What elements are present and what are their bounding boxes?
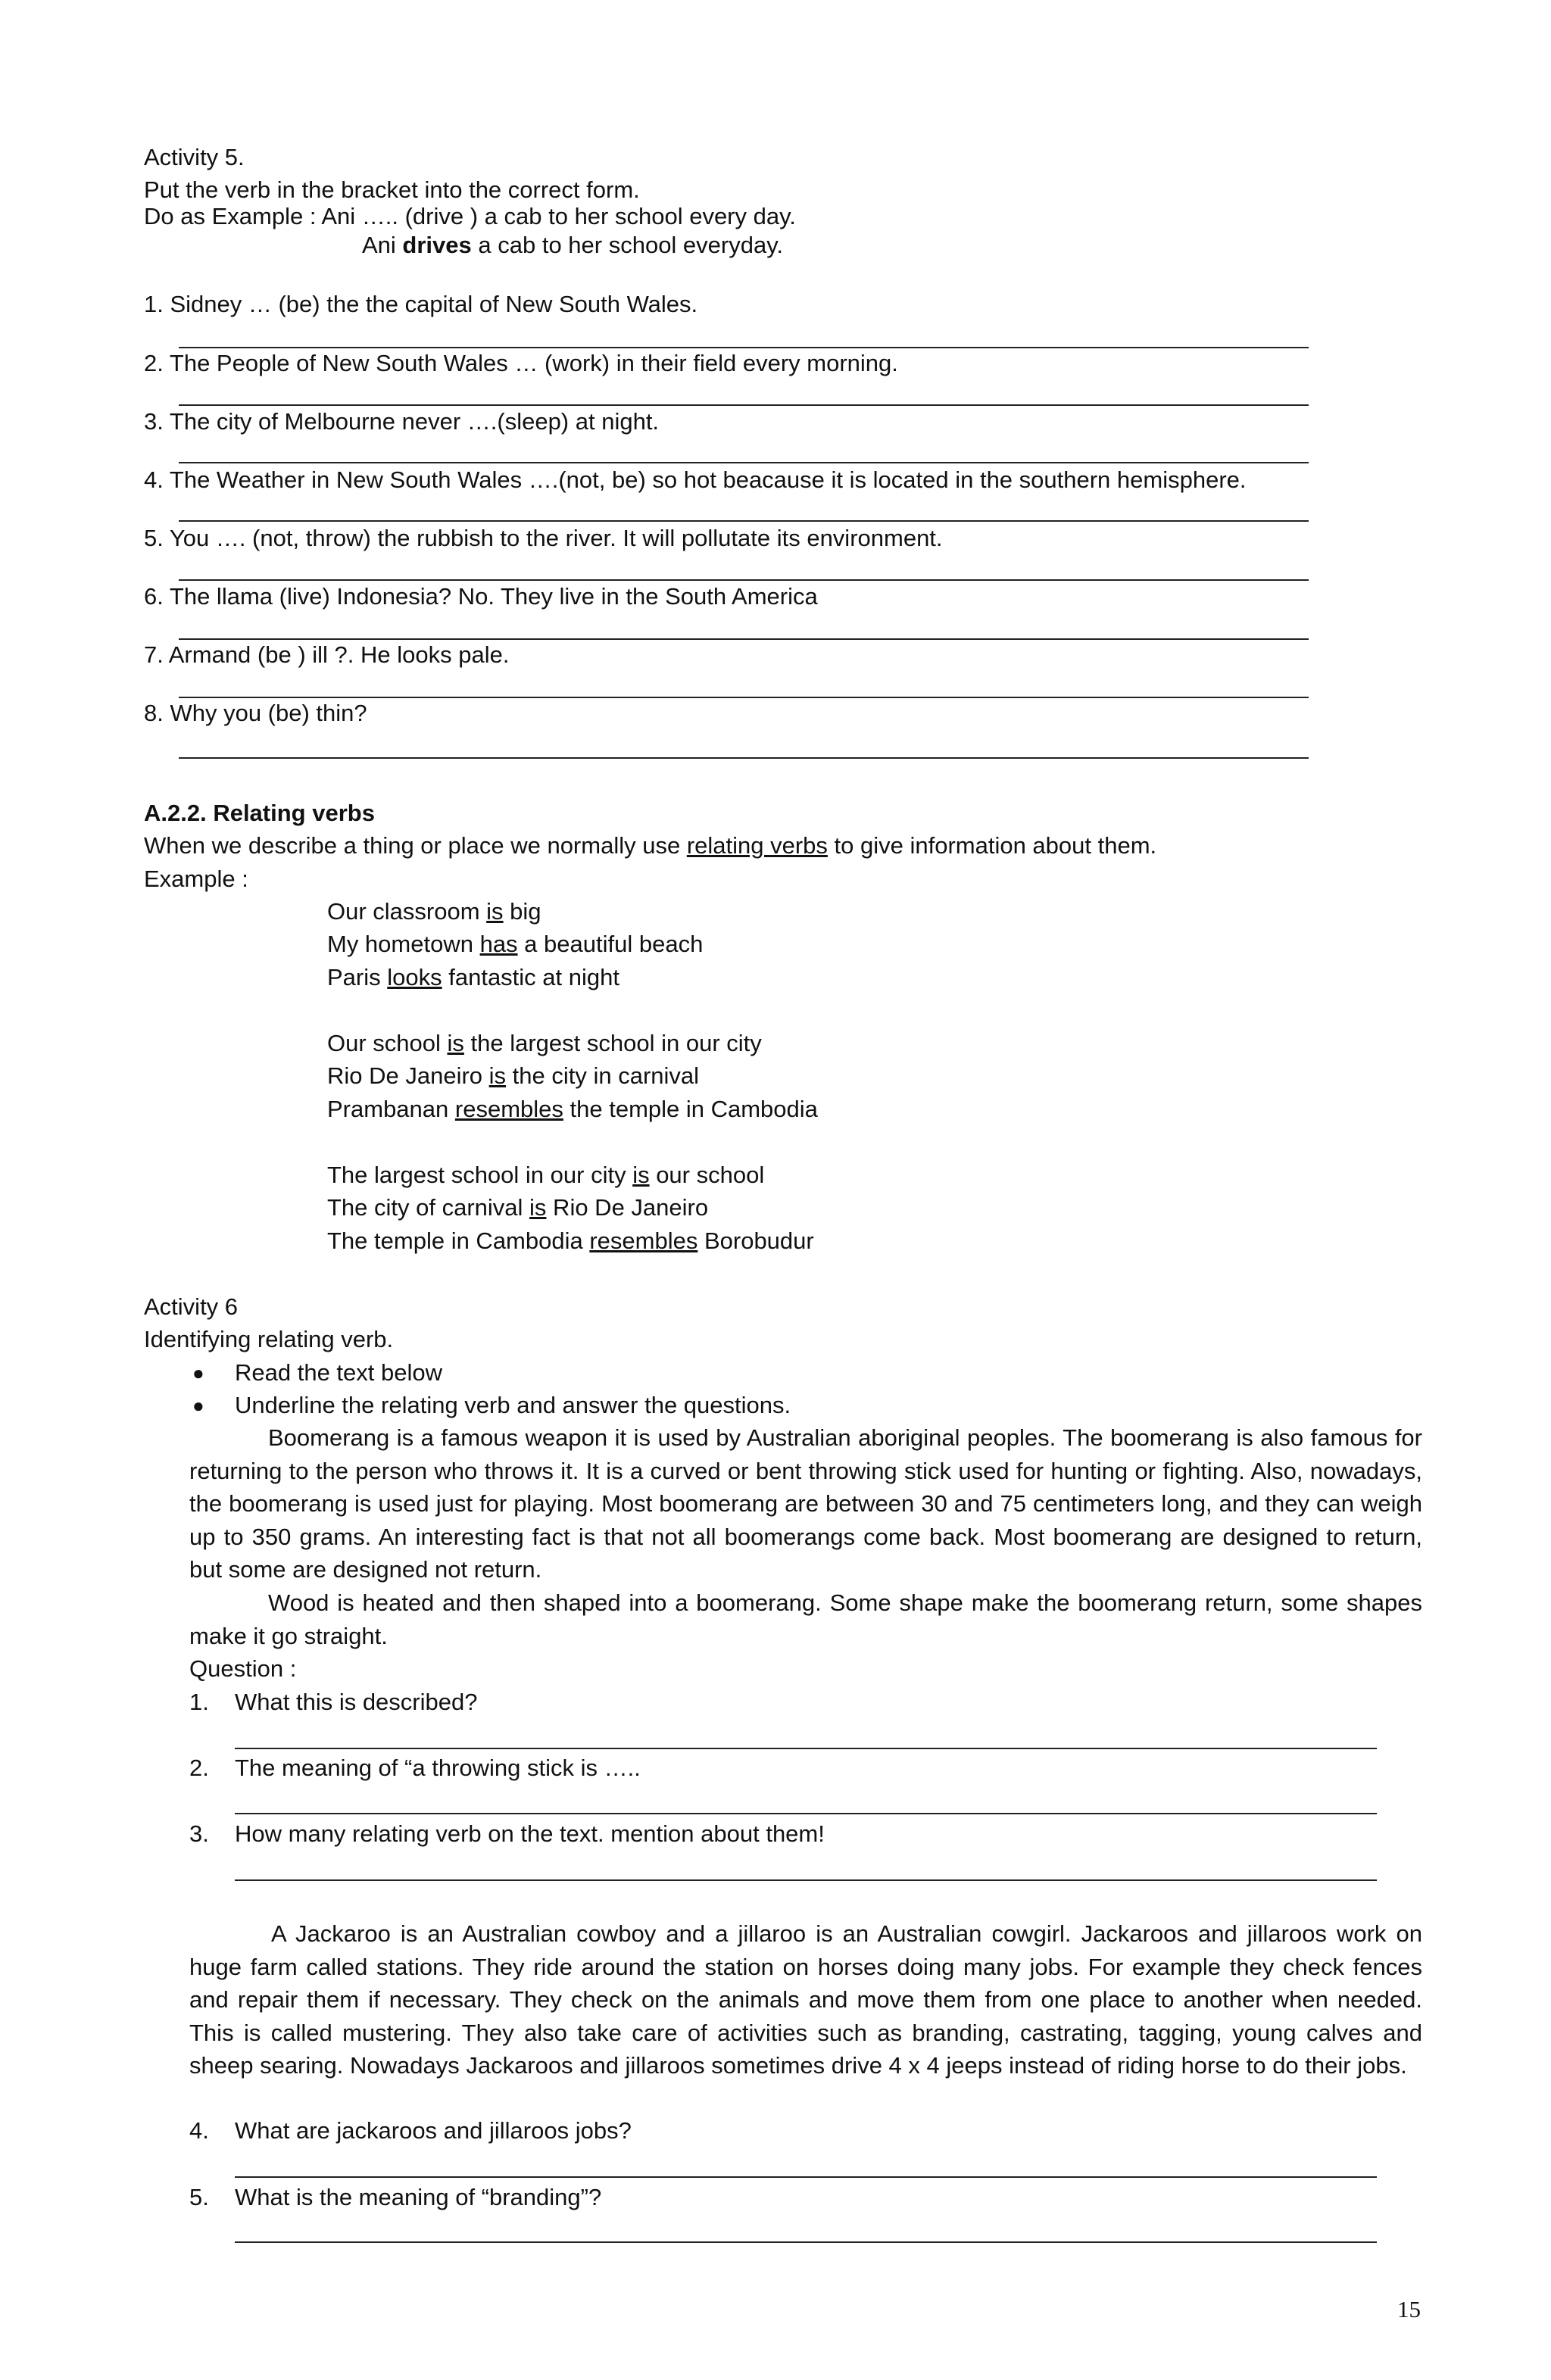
intro-text: to give information about them.: [827, 832, 1157, 859]
paragraph-text: Boomerang is a famous weapon it is used by Australian aboriginal peoples. The boomerang is also famous for returning to the person who throws it. It is a curved or bent throwing stick used for hunting or fighting. Also, nowadays, the boomerang is used just for playing. Most boomerang are between 30 and 75 centimeters long, and they can weigh up to 350 grams. An interesting fact is that not all boomerangs come back. Most boomerang are designed to return, but some are designed not return.: [189, 1424, 1422, 1583]
paragraph-text: Wood is heated and then shaped into a boomerang. Some shape make the boomerang return, some shapes make it go straight.: [189, 1589, 1422, 1649]
answer-line[interactable]: [235, 2176, 1377, 2178]
sentence-text: the temple in Cambodia: [563, 1096, 818, 1122]
example-sentence: [327, 1059, 699, 1093]
activity6-subtitle: Identifying relating verb.: [144, 1326, 394, 1352]
relating-verb: has: [479, 931, 518, 957]
sentence-text: the city in carnival: [506, 1062, 700, 1089]
question-text: What is the meaning of “branding”?: [235, 2184, 602, 2210]
sentence-text: Borobudur: [697, 1227, 814, 1254]
relating-intro: [144, 829, 1156, 862]
sentence-text: Rio De Janeiro: [327, 1062, 489, 1089]
bullet-icon: ●: [192, 1394, 204, 1417]
relating-verb: resembles: [589, 1227, 698, 1254]
activity5-item: 7. Armand (be ) ill ?. He looks pale.: [144, 641, 510, 668]
example-sentence: [327, 961, 619, 994]
activity5-item: 4. The Weather in New South Wales ….(not, be) so hot beacause it is located in the southern hemisphere.: [144, 466, 1247, 493]
relating-verb: is: [447, 1030, 464, 1056]
question-number: 5.: [189, 2184, 209, 2210]
sentence-text: The temple in Cambodia: [327, 1227, 590, 1254]
reading-paragraph: [189, 1586, 1422, 1652]
activity5-title: Activity 5.: [144, 144, 245, 170]
sentence-text: Our classroom: [327, 898, 487, 925]
example-sentence: [327, 1159, 764, 1192]
reading-paragraph: [189, 1917, 1422, 2082]
question-text: The meaning of “a throwing stick is …..: [235, 1755, 641, 1781]
example-sentence: [327, 1191, 708, 1224]
sentence-text: The largest school in our city: [327, 1162, 633, 1188]
relating-verb: resembles: [454, 1096, 563, 1122]
sentence-text: Prambanan: [327, 1096, 455, 1122]
activity5-item: 5. You …. (not, throw) the rubbish to the river. It will pollutate its environment.: [144, 525, 943, 551]
answer-line[interactable]: [235, 1879, 1377, 1881]
relating-verb: is: [529, 1194, 547, 1221]
question-number: 4.: [189, 2117, 209, 2144]
answer-line[interactable]: [235, 1813, 1377, 1814]
example-sentence: [327, 928, 703, 961]
question-text: What are jackaroos and jillaroos jobs?: [235, 2117, 632, 2144]
example-label: Example :: [144, 866, 248, 892]
example-sentence: [327, 1093, 818, 1126]
reading-paragraph: [189, 1421, 1422, 1586]
activity5-item: 1. Sidney … (be) the the capital of New South Wales.: [144, 291, 698, 317]
question-number: 1.: [189, 1689, 209, 1715]
bullet-icon: ●: [192, 1362, 204, 1384]
bullet-item: Read the text below: [235, 1359, 443, 1386]
answer-line[interactable]: [235, 1748, 1377, 1749]
sentence-text: big: [503, 898, 541, 925]
example-answer-part: a cab to her school everyday.: [471, 232, 784, 258]
question-text: How many relating verb on the text. mention about them!: [235, 1820, 825, 1847]
page-number: 15: [1397, 2296, 1421, 2322]
activity5-item: 2. The People of New South Wales … (work) in their field every morning.: [144, 350, 898, 376]
sentence-text: Rio De Janeiro: [546, 1194, 709, 1221]
sentence-text: The city of carnival: [327, 1194, 530, 1221]
relating-verb: is: [632, 1162, 650, 1188]
activity5-item: 3. The city of Melbourne never ….(sleep) at night.: [144, 408, 660, 435]
example-sentence: [327, 1224, 814, 1258]
answer-line[interactable]: [235, 2241, 1377, 2243]
example-answer-part: Ani: [362, 232, 403, 258]
bullet-item: Underline the relating verb and answer the questions.: [235, 1392, 791, 1418]
sentence-text: the largest school in our city: [463, 1030, 762, 1056]
paragraph-text: A Jackaroo is an Australian cowboy and a jillaroo is an Australian cowgirl. Jackaroos and jillaroos work on huge farm called stations. They ride around the station on horses doing many jobs. For example they check fences and repair them if necessary. They check on the animals and move them from one place to another when needed. This is called mustering. They also take care of activities such as branding, castrating, tagging, young calves and sheep searing. Nowadays Jackaroos and jillaroos sometimes drive 4 x 4 jeeps instead of riding horse to do their jobs.: [189, 1920, 1422, 2079]
activity5-example: Do as Example : Ani ….. (drive ) a cab to her school every day.: [144, 203, 796, 229]
sentence-text: our school: [649, 1162, 765, 1188]
question-label: Question :: [189, 1655, 297, 1682]
relating-verb: is: [488, 1062, 507, 1089]
relating-verb: is: [486, 898, 504, 925]
relating-verb: looks: [387, 964, 442, 990]
sentence-text: Paris: [327, 964, 388, 990]
example-answer-bold-verb: drives: [402, 232, 472, 258]
question-text: What this is described?: [235, 1689, 478, 1715]
answer-line[interactable]: [179, 757, 1309, 759]
sentence-text: My hometown: [327, 931, 480, 957]
example-sentence: [327, 895, 541, 928]
intro-underlined-term: relating verbs: [686, 832, 828, 859]
sentence-text: Our school: [327, 1030, 448, 1056]
activity5-item: 6. The llama (live) Indonesia? No. They live in the South America: [144, 583, 818, 610]
activity5-item: 8. Why you (be) thin?: [144, 700, 367, 726]
activity6-title: Activity 6: [144, 1293, 239, 1320]
sentence-text: fantastic at night: [442, 964, 619, 990]
activity5-example-answer: [362, 229, 783, 262]
sentence-text: a beautiful beach: [517, 931, 704, 957]
intro-text: When we describe a thing or place we normally use: [144, 832, 687, 859]
question-number: 2.: [189, 1755, 209, 1781]
question-number: 3.: [189, 1820, 209, 1847]
activity5-instruction: Put the verb in the bracket into the correct form.: [144, 176, 640, 203]
example-sentence: [327, 1027, 762, 1060]
section-heading: A.2.2. Relating verbs: [144, 800, 375, 826]
